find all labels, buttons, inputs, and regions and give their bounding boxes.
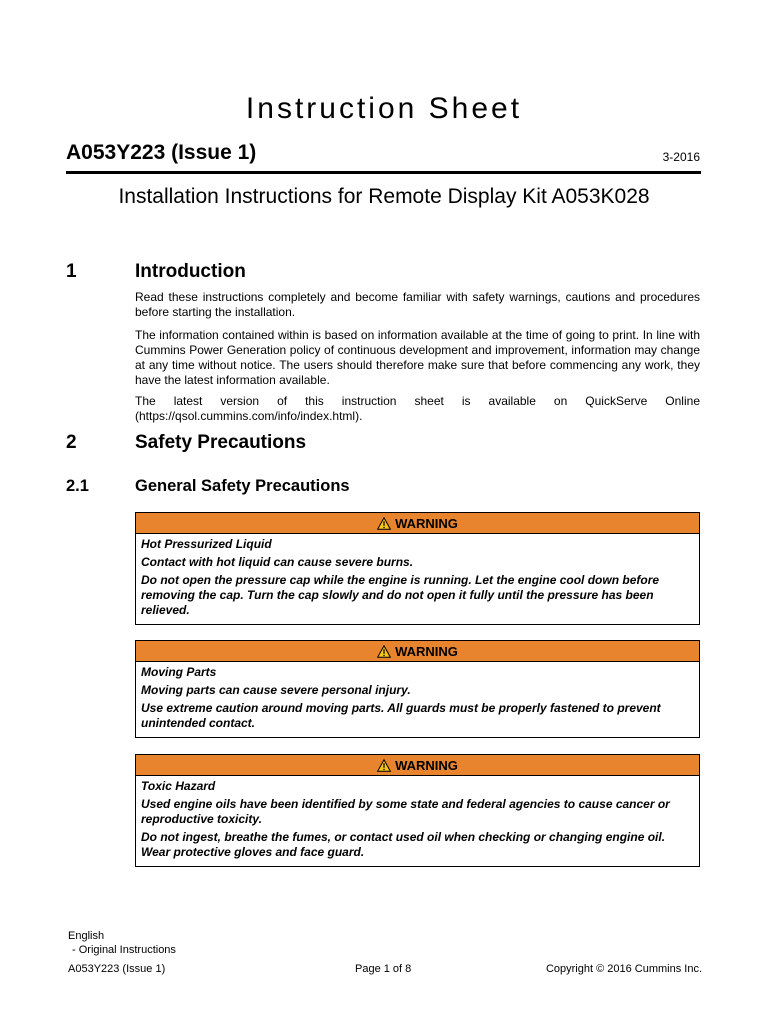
warning-body [136, 776, 699, 866]
warning-consequence: Used engine oils have been identified by some state and federal agencies to cause cancer or reproductive toxicity. [141, 797, 670, 826]
footer-page-number: Page 1 of 8 [355, 963, 412, 975]
footer-language: English [68, 930, 105, 942]
warning-label: WARNING [395, 515, 458, 531]
warning-instruction: Do not open the pressure cap while the engine is running. Let the engine cool down before removing the cap. Turn the cap slowly and do not open it fully until the pressure has been relieved. [141, 573, 660, 617]
warning-hazard-title: Toxic Hazard [141, 779, 216, 793]
document-subtitle: Installation Instructions for Remote Display Kit A053K028 [118, 185, 650, 208]
warning-body [136, 534, 699, 624]
document-date: 3-2016 [662, 150, 700, 164]
intro-paragraph-1: Read these instructions completely and become familiar with safety warnings, cautions and procedures before starting the installation. [135, 290, 700, 319]
warning-box-moving-parts [135, 640, 700, 738]
section-2-title: Safety Precautions [135, 432, 307, 453]
warning-triangle-icon [377, 759, 391, 772]
warning-triangle-icon [377, 517, 391, 530]
warning-instruction: Use extreme caution around moving parts. All guards must be properly fastened to prevent unintended contact. [141, 701, 661, 730]
document-id: A053Y223 (Issue 1) [66, 141, 257, 164]
warning-header [136, 755, 699, 776]
section-2-number: 2 [66, 432, 77, 453]
section-1-number: 1 [66, 261, 77, 282]
warning-triangle-icon [377, 645, 391, 658]
warning-hazard-title: Hot Pressurized Liquid [141, 537, 272, 551]
warning-label: WARNING [395, 643, 458, 659]
warning-body [136, 662, 699, 737]
warning-header [136, 513, 699, 534]
intro-paragraph-3: The latest version of this instruction sheet is available on QuickServe Online [135, 394, 700, 408]
warning-instruction: Do not ingest, breathe the fumes, or contact used oil when checking or changing engine oil. Wear protective gloves and face guard. [141, 830, 666, 859]
warning-header [136, 641, 699, 662]
warning-consequence: Moving parts can cause severe personal injury. [141, 683, 411, 697]
warning-box-toxic-hazard [135, 754, 700, 867]
section-2-1-title: General Safety Precautions [135, 477, 350, 495]
warning-label: WARNING [395, 757, 458, 773]
warning-hazard-title: Moving Parts [141, 665, 217, 679]
page-title: Instruction Sheet [245, 92, 523, 125]
footer-document-id: A053Y223 (Issue 1) [68, 963, 166, 975]
intro-paragraph-2: The information contained within is based on information available at the time of going to print. In line with Cummins Power Generation policy of continuous development and improvement, information may change at any time without notice. The users should therefore make sure that before commencing any work, they have the latest information available. [135, 328, 700, 387]
section-2-1-number: 2.1 [66, 477, 89, 495]
footer-copyright: Copyright © 2016 Cummins Inc. [545, 963, 702, 975]
warning-box-hot-liquid [135, 512, 700, 625]
footer-language-note: - Original Instructions [72, 944, 176, 956]
section-1-title: Introduction [135, 261, 246, 282]
intro-paragraph-3-link: (https://qsol.cummins.com/info/index.html). [135, 409, 363, 423]
warning-consequence: Contact with hot liquid can cause severe burns. [141, 555, 414, 569]
title-divider [66, 171, 701, 174]
